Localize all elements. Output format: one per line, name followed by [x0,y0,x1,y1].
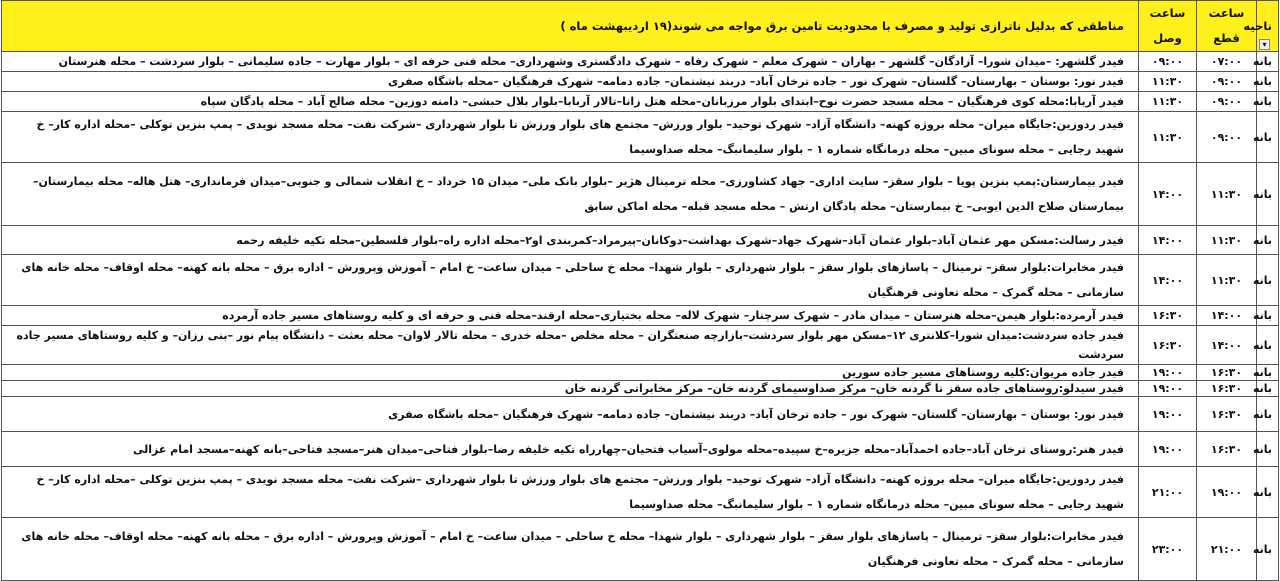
cut-time-cell: ۰۹:۰۰ [1197,112,1257,163]
connect-time-cell: ۱۴:۰۰ [1139,255,1197,306]
areas-cell: فیدر نور: بوستان – بهارستان– گلستان– شهرک نور – جاده ترخان آباد– دربند نیشتمان– جاده دمامه– شهرک فرهنگیان –محله باشگاه صفری [2,72,1139,92]
power-outage-schedule-table [1,0,1279,581]
areas-cell: فیدر رسالت:مسکن مهر عثمان آباد–بلوار عثمان آباد–شهرک جهاد–شهرک بهداشت–دوکانان–پیرمراد–کمربندی او۲–محله اداره راه–بلوار فلسطین–محله تکیه خلیفه رحمه [2,226,1139,255]
table-row [2,72,1279,92]
connect-time-cell: ۲۱:۰۰ [1139,467,1197,518]
table-row [2,397,1279,432]
region-cell: بانه [1257,163,1279,226]
region-cell: بانه [1257,52,1279,72]
filter-dropdown-icon[interactable]: ▾ [1259,39,1270,50]
table-row [2,52,1279,72]
areas-cell: فیدر آرمرده:بلوار هیمن–محله هنرستان – میدان مادر – شهرک سرچنار– شهرک لاله– محله بختیاری–محله ارقند–محله فنی و حرفه ای و کلیه روستاهای مسیر جاده آرمرده [2,306,1139,326]
connect-time-cell: ۱۱:۳۰ [1139,92,1197,112]
header-region-label: ناحیه [1243,18,1272,33]
cut-time-cell: ۱۴:۰۰ [1197,306,1257,326]
region-cell: بانه [1257,467,1279,518]
cut-time-cell: ۱۱:۳۰ [1197,255,1257,306]
connect-time-cell: ۱۱:۳۰ [1139,72,1197,92]
table-row [2,92,1279,112]
areas-cell: فیدر جاده مریوان:کلیه روستاهای مسیر جاده سورین [2,365,1139,381]
connect-time-cell: ۱۴:۰۰ [1139,226,1197,255]
header-connect-time: ساعت وصل [1139,1,1197,52]
areas-cell: فیدر سیدلو:روستاهای جاده سقز تا گردنه خان– مرکز صداوسیمای گردنه خان– مرکز مخابراتی گردنه خان [2,381,1139,397]
table-row [2,432,1279,467]
cut-time-cell: ۰۹:۰۰ [1197,92,1257,112]
areas-cell: فیدر بیمارستان:پمپ بنزین پویا – بلوار سقز– سایت اداری– جهاد کشاورزی– محله ترمینال هژیر –بلوار بانک ملی– میدان ۱۵ خرداد – خ انقلاب شمالی و جنوبی–میدان فرمانداری– هتل هاله– محله بیمارستان– بیمارستان صلاح الدین ایوبی– خ بیمارستان– محله پادگان ارتش – محله مسجد قبله– محله اماکن سابق [2,163,1139,226]
connect-time-cell: ۲۳:۰۰ [1139,518,1197,581]
region-cell: بانه [1257,226,1279,255]
region-cell: بانه [1257,72,1279,92]
table-row [2,306,1279,326]
table-row [2,255,1279,306]
cut-time-cell: ۱۶:۳۰ [1197,365,1257,381]
table-row [2,381,1279,397]
table-row [2,467,1279,518]
areas-cell: فیدر نور: بوستان – بهارستان– گلستان– شهرک نور – جاده ترخان آباد– دربند نیشتمان– جاده دمامه– شهرک فرهنگیان –محله باشگاه صفری [2,397,1139,432]
cut-time-cell: ۱۶:۳۰ [1197,397,1257,432]
region-cell: بانه [1257,397,1279,432]
cut-time-cell: ۱۱:۳۰ [1197,226,1257,255]
header-region[interactable] [1243,1,1279,52]
region-cell: بانه [1257,92,1279,112]
region-cell: بانه [1257,326,1279,365]
table-row [2,518,1279,581]
connect-time-cell: ۱۹:۰۰ [1139,365,1197,381]
areas-cell: فیدر آربابا:محله کوی فرهنگیان – محله مسجد حضرت نوح–ابتدای بلوار مرزبانان–محله هتل زانا–تالار آربابا–بلوار بلال حبشی– دامنه دوزین– محله صالح آباد – محله پادگان سپاه [2,92,1139,112]
cut-time-cell: ۱۹:۰۰ [1197,467,1257,518]
cut-time-cell: ۱۶:۳۰ [1197,432,1257,467]
table-title: مناطقی که بدلیل ناترازی تولید و مصرف با محدودیت تامین برق مواجه می شوند(۱۹ اردیبهشت ماه ) [2,1,1139,52]
table-row [2,226,1279,255]
areas-cell: فیدر مخابرات:بلوار سقز– ترمینال – پاسازهای بلوار سقز – بلوار شهرداری – بلوار شهدا– محله خ ساحلی – میدان ساعت– خ امام – آموزش وپرورش – اداره برق – محله بانه کهنه– محله اوقاف– محله خانه های سازمانی – محله گمرک – محله تعاونی فرهنگیان [2,518,1139,581]
region-cell: بانه [1257,365,1279,381]
areas-cell: فیدر جاده سردشت:میدان شورا–کلانتری ۱۲–مسکن مهر بلوار سردشت–بازارچه صنعتگران – محله مخلص –محله خدری – محله تالار لاوان– محله بعثت – دانشگاه پیام نور –بنی رزان– و کلیه روستاهای مسیر جاده سردشت [2,326,1139,365]
header-cut-time: ساعت قطع [1197,1,1257,52]
table-row [2,326,1279,365]
connect-time-cell: ۱۱:۳۰ [1139,112,1197,163]
connect-time-cell: ۱۹:۰۰ [1139,432,1197,467]
region-cell: بانه [1257,306,1279,326]
cut-time-cell: ۰۷:۰۰ [1197,52,1257,72]
table-row [2,112,1279,163]
areas-cell: فیدر مخابرات:بلوار سقز– ترمینال – پاسازهای بلوار سقز – بلوار شهرداری – بلوار شهدا– محله خ ساحلی – میدان ساعت– خ امام – آموزش وپرورش – اداره برق – محله بانه کهنه– محله اوقاف– محله خانه های سازمانی – محله گمرک – محله تعاونی فرهنگیان [2,255,1139,306]
cut-time-cell: ۱۱:۳۰ [1197,163,1257,226]
areas-cell: فیدر ردوزین:جایگاه میران– محله بروژه کهنه– دانشگاه آزاد– شهرک توحید– بلوار ورزش– مجتمع های بلوار ورزش تا بلوار شهرداری –شرکت نفت– محله مسجد نویدی – پمپ بنزین توکلی –محله اداره کار– خ شهید رجایی – محله سونای مبین– محله درمانگاه شماره ۱ – بلوار سلیمانبگ– محله صداوسیما [2,112,1139,163]
connect-time-cell: ۱۹:۰۰ [1139,397,1197,432]
region-cell: بانه [1257,432,1279,467]
cut-time-cell: ۱۴:۰۰ [1197,326,1257,365]
cut-time-cell: ۲۱:۰۰ [1197,518,1257,581]
region-cell: بانه [1257,255,1279,306]
table-row [2,163,1279,226]
areas-cell: فیدر ردوزین:جایگاه میران– محله بروژه کهنه– دانشگاه آزاد– شهرک توحید– بلوار ورزش– مجتمع های بلوار ورزش تا بلوار شهرداری –شرکت نفت– محله مسجد نویدی – پمپ بنزین توکلی –محله اداره کار– خ شهید رجایی – محله سونای مبین– محله درمانگاه شماره ۱ – بلوار سلیمانبگ– محله صداوسیما [2,467,1139,518]
cut-time-cell: ۱۶:۳۰ [1197,381,1257,397]
connect-time-cell: ۱۶:۳۰ [1139,326,1197,365]
table-row [2,365,1279,381]
connect-time-cell: ۰۹:۰۰ [1139,52,1197,72]
region-cell: بانه [1257,518,1279,581]
connect-time-cell: ۱۹:۰۰ [1139,381,1197,397]
region-cell: بانه [1257,112,1279,163]
areas-cell: فیدر گلشهر: –میدان شورا– آزادگان– گلشهر – بهاران – شهرک معلم – شهرک رفاه – شهرک دادگستری وشهرداری– محله فنی حرفه ای – بلوار مهارت – جاده سلیمانی – بلوار سردشت – محله هنرستان [2,52,1139,72]
connect-time-cell: ۱۶:۳۰ [1139,306,1197,326]
connect-time-cell: ۱۴:۰۰ [1139,163,1197,226]
region-cell: بانه [1257,381,1279,397]
header-row [2,1,1279,52]
areas-cell: فیدر هنر:روستای ترخان آباد–جاده احمدآباد–محله جزیره–خ سپیده–محله مولوی–آسیاب فتحیان–چهارراه تکیه خلیفه رضا–بلوار فتاحی–میدان هنر–مسجد فتاحی–بانه کهنه–مسجد امام غزالی [2,432,1139,467]
cut-time-cell: ۰۹:۰۰ [1197,72,1257,92]
